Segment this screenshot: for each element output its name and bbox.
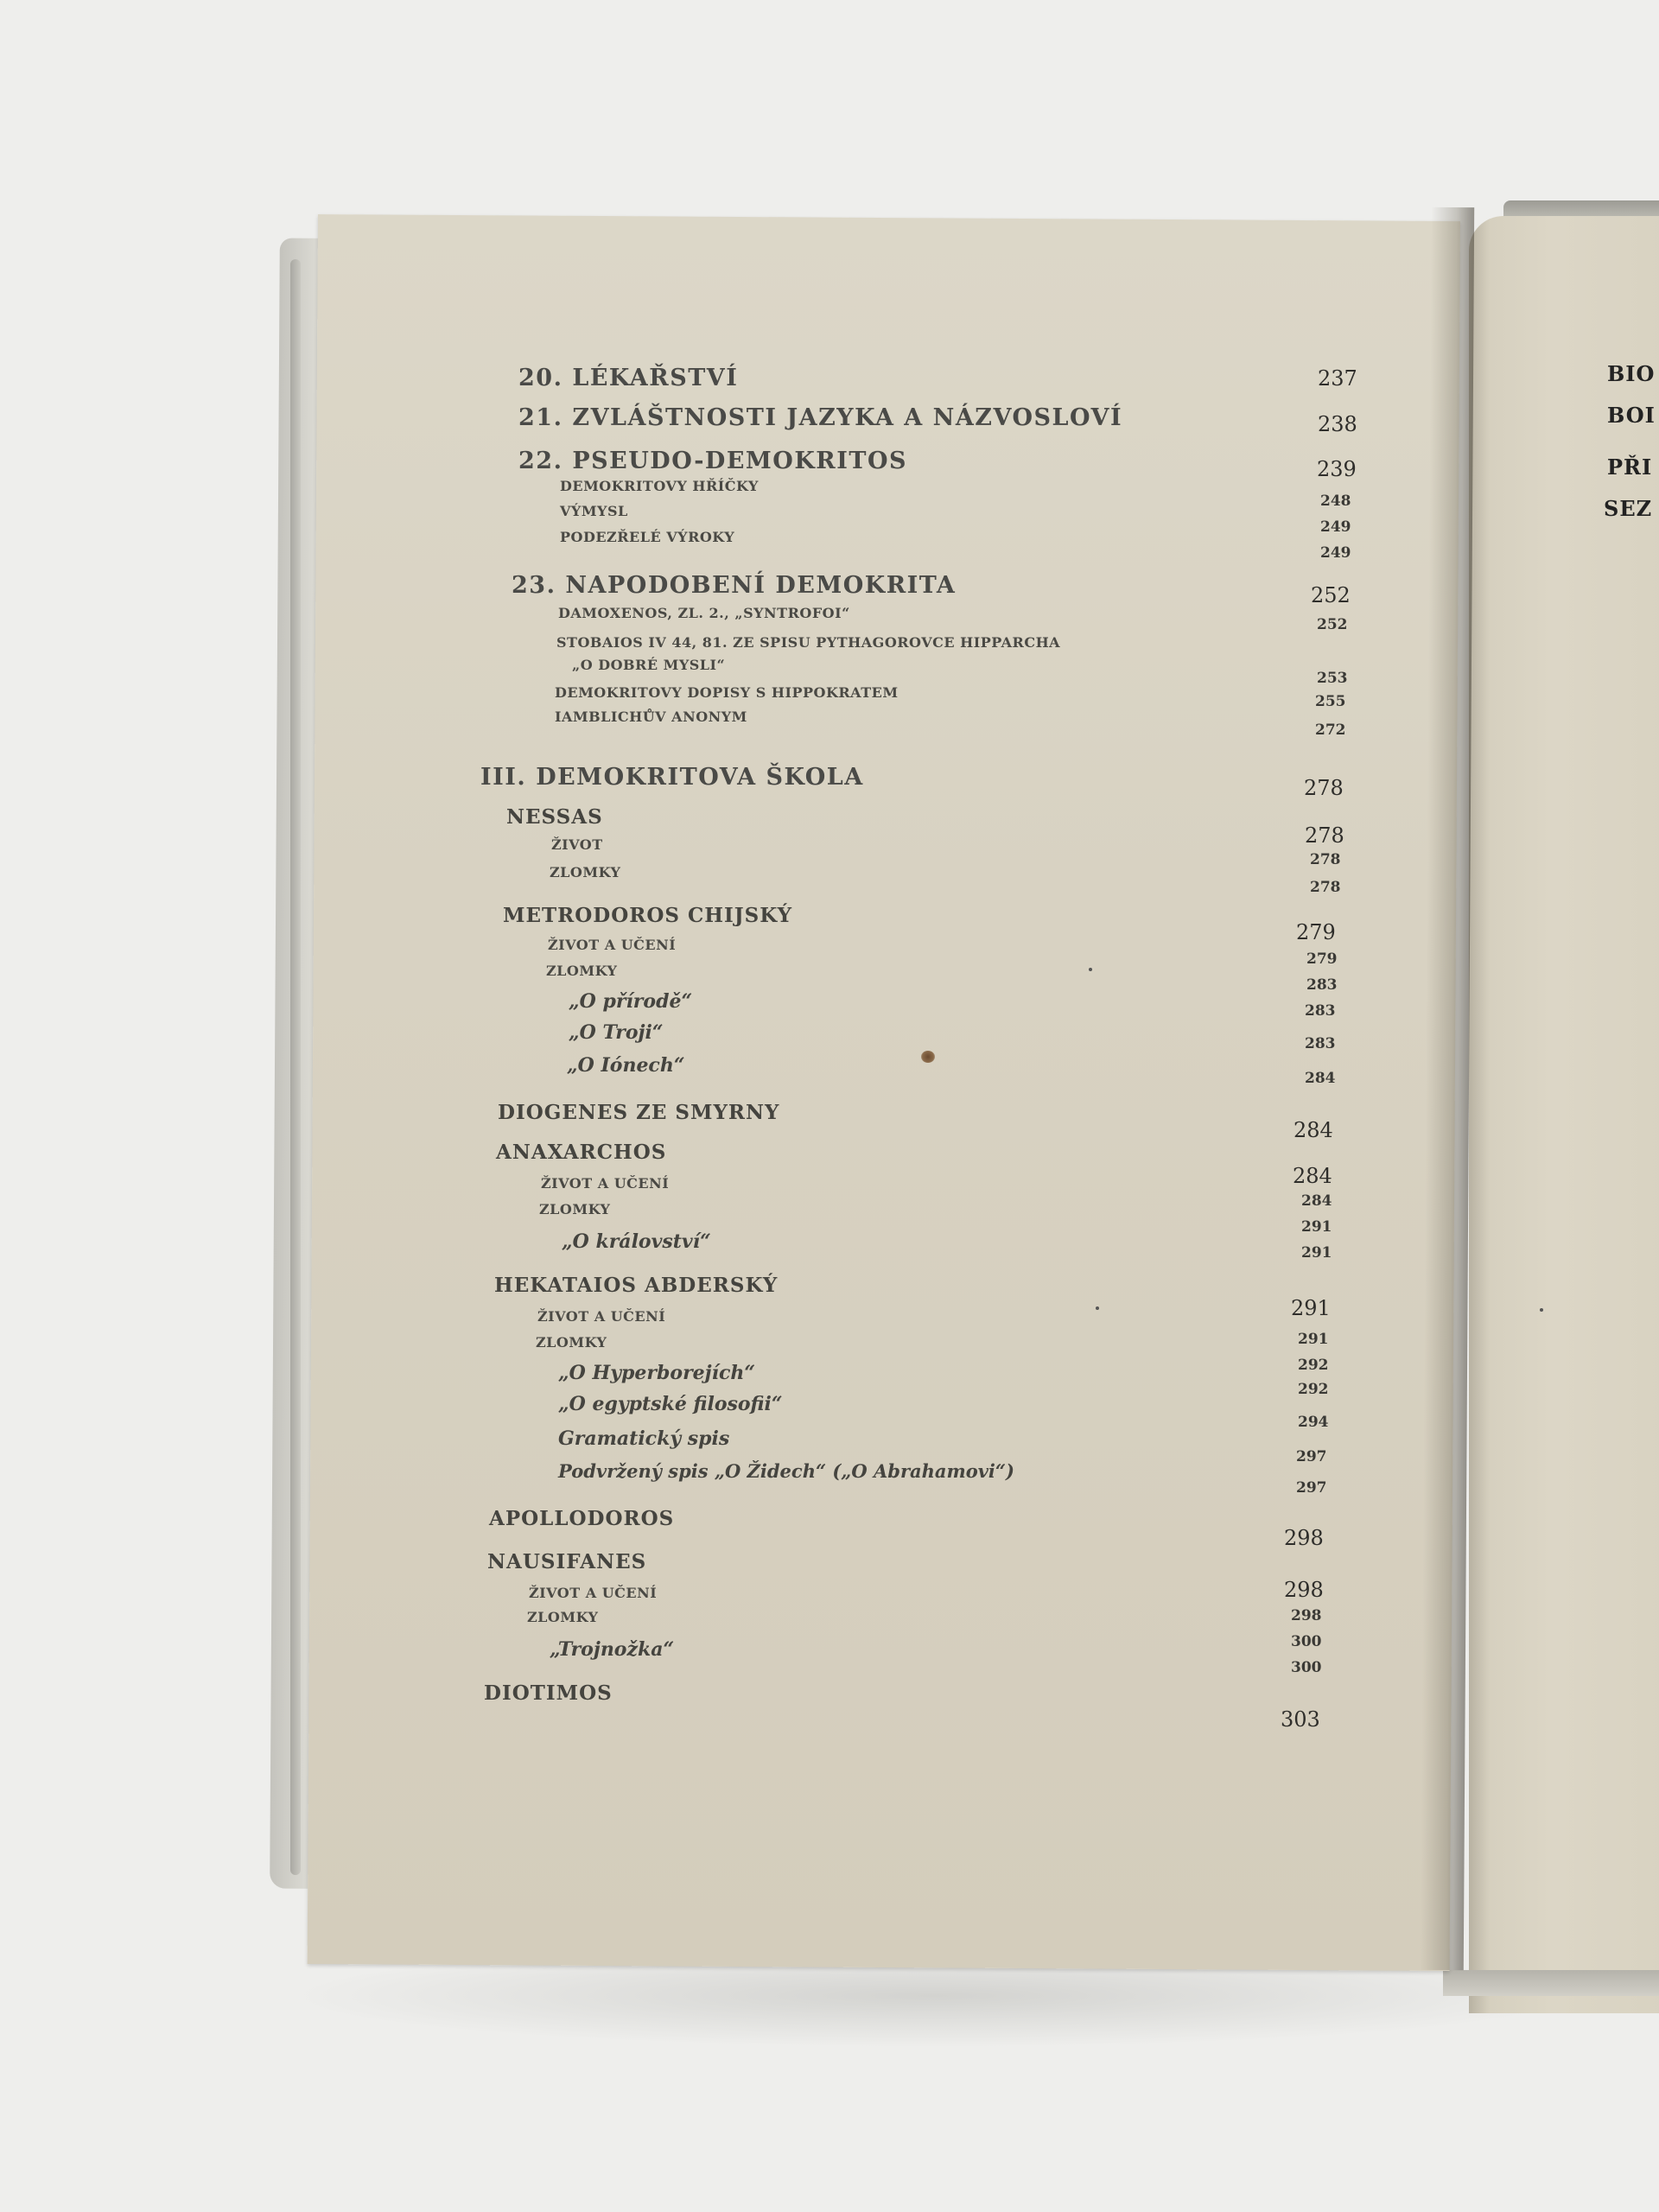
- toc-entry-page-number: 237: [1318, 366, 1357, 391]
- toc-entry-page-number: 291: [1291, 1296, 1331, 1320]
- toc-entry-title: „Trojnožka“: [550, 1638, 675, 1661]
- toc-entry-title: DIOTIMOS: [484, 1681, 613, 1705]
- toc-entry-title: ŽIVOT: [551, 836, 603, 853]
- toc-entry-title: NESSAS: [506, 805, 603, 829]
- toc-entry-page-number: 278: [1310, 851, 1341, 868]
- toc-entry-page-number: 297: [1296, 1479, 1327, 1497]
- right-page-fragment: BOI: [1607, 403, 1656, 428]
- toc-entry-page-number: 284: [1305, 1070, 1336, 1087]
- toc-entry-title: ZLOMKY: [539, 1201, 611, 1217]
- toc-entry-title: NAUSIFANES: [487, 1550, 647, 1573]
- toc-entry-title: „O přírodě“: [569, 990, 693, 1013]
- toc-entry-title: ŽIVOT A UČENÍ: [529, 1585, 658, 1601]
- toc-entry-title: „O egyptské filosofii“: [558, 1393, 783, 1415]
- toc-entry-page-number: 239: [1317, 457, 1357, 481]
- toc-entry-title: METRODOROS CHIJSKÝ: [503, 904, 793, 927]
- toc-entry-page-number: 284: [1301, 1192, 1332, 1210]
- toc-entry-title: III. DEMOKRITOVA ŠKOLA: [480, 764, 864, 791]
- toc-entry-page-number: 298: [1284, 1526, 1324, 1550]
- toc-entry-page-number: 278: [1304, 776, 1344, 800]
- toc-entry-page-number: 294: [1298, 1414, 1329, 1431]
- toc-entry-title: Gramatický spis: [558, 1427, 730, 1450]
- toc-entry-title: ŽIVOT A UČENÍ: [541, 1175, 670, 1192]
- toc-entry-page-number: 255: [1315, 693, 1346, 710]
- toc-entry-page-number: 278: [1305, 823, 1344, 848]
- toc-entry-title: 23. NAPODOBENÍ DEMOKRITA: [512, 572, 957, 599]
- toc-entry-title: ZLOMKY: [536, 1334, 607, 1351]
- toc-entry-page-number: 291: [1298, 1331, 1329, 1348]
- right-page-fragment: PŘI: [1607, 454, 1653, 480]
- toc-entry-page-number: 300: [1291, 1659, 1322, 1676]
- toc-entry-title: ANAXARCHOS: [496, 1141, 667, 1164]
- toc-entry-title: „O DOBRÉ MYSLI“: [572, 657, 726, 673]
- toc-entry-title: VÝMYSL: [560, 503, 628, 519]
- toc-entry-title: ŽIVOT A UČENÍ: [537, 1308, 666, 1325]
- toc-entry-title: DEMOKRITOVY HŘÍČKY: [560, 478, 759, 494]
- right-page-fragment: SEZ: [1604, 496, 1653, 521]
- toc-entry-page-number: 303: [1281, 1707, 1320, 1732]
- toc-entry-title: DAMOXENOS, ZL. 2., „SYNTROFOI“: [558, 605, 850, 621]
- toc-entry-page-number: 284: [1293, 1164, 1332, 1188]
- toc-entry-title: STOBAIOS IV 44, 81. ZE SPISU PYTHAGOROVCE HIPPARCHA: [556, 634, 1061, 651]
- toc-entry-page-number: 292: [1298, 1357, 1329, 1374]
- toc-entry-title: ŽIVOT A UČENÍ: [548, 937, 677, 953]
- toc-entry-page-number: 298: [1284, 1578, 1324, 1602]
- toc-entry-page-number: 283: [1306, 976, 1338, 994]
- toc-entry-title: DIOGENES ZE SMYRNY: [498, 1101, 780, 1124]
- toc-entry-title: APOLLODOROS: [489, 1507, 675, 1530]
- toc-entry-page-number: 249: [1320, 518, 1351, 536]
- toc-entry-title: „O Troji“: [569, 1021, 664, 1044]
- toc-entry-page-number: 297: [1296, 1448, 1327, 1465]
- toc-entry-title: „O Hyperborejích“: [558, 1362, 756, 1384]
- toc-entry-page-number: 300: [1291, 1633, 1322, 1650]
- toc-entry-title: ZLOMKY: [550, 864, 621, 880]
- toc-entry-page-number: 279: [1296, 920, 1336, 944]
- toc-entry-page-number: 283: [1305, 1035, 1336, 1052]
- toc-entry-page-number: 248: [1320, 493, 1351, 510]
- toc-entry-title: „O Iónech“: [567, 1054, 685, 1077]
- toc-entry-page-number: 253: [1317, 670, 1348, 687]
- toc-entry-title: PODEZŘELÉ VÝROKY: [560, 529, 735, 545]
- toc-entry-page-number: 292: [1298, 1381, 1329, 1398]
- toc-entry-title: DEMOKRITOVY DOPISY S HIPPOKRATEM: [555, 684, 899, 701]
- toc-entry-page-number: 291: [1301, 1244, 1332, 1262]
- toc-entry-page-number: 249: [1320, 544, 1351, 562]
- toc-entry-page-number: 298: [1291, 1607, 1322, 1624]
- toc-entry-page-number: 284: [1294, 1118, 1333, 1142]
- toc-entry-title: ZLOMKY: [546, 963, 618, 979]
- toc-entry-title: Podvržený spis „O Židech“ („O Abrahamovi“): [558, 1460, 1014, 1482]
- toc-entry-title: 20. LÉKAŘSTVÍ: [518, 365, 739, 391]
- toc-entry-page-number: 252: [1311, 583, 1351, 607]
- toc-entry-page-number: 272: [1315, 721, 1346, 739]
- toc-entry-title: HEKATAIOS ABDERSKÝ: [494, 1274, 779, 1297]
- toc-entry-page-number: 283: [1305, 1002, 1336, 1020]
- toc-entry-page-number: 279: [1306, 950, 1338, 968]
- toc-entry-title: 22. PSEUDO-DEMOKRITOS: [518, 448, 907, 474]
- toc-entry-page-number: 291: [1301, 1218, 1332, 1236]
- toc-entry-title: ZLOMKY: [527, 1609, 599, 1625]
- right-page-fragment: BIO: [1607, 361, 1656, 386]
- toc-entry-title: 21. ZVLÁŠTNOSTI JAZYKA A NÁZVOSLOVÍ: [518, 404, 1123, 431]
- toc-entry-page-number: 238: [1318, 412, 1357, 436]
- toc-entry-title: „O království“: [562, 1230, 711, 1253]
- toc-entry-title: IAMBLICHŮV ANONYM: [555, 709, 747, 725]
- toc-entry-page-number: 278: [1310, 879, 1341, 896]
- toc-entry-page-number: 252: [1317, 616, 1348, 633]
